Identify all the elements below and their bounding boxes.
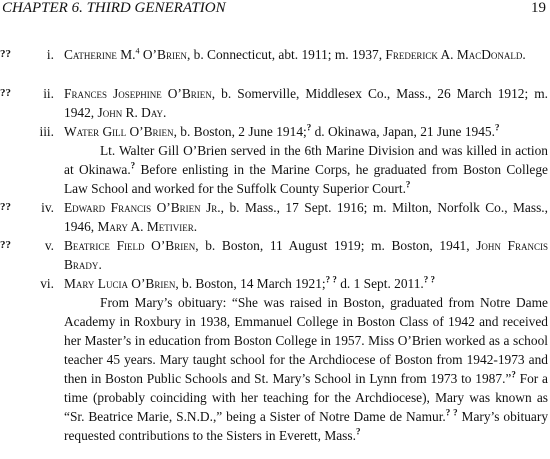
entry-numeral: v. [44,238,54,253]
entry-end: . [522,47,526,62]
child-entry-v [0,236,550,274]
source-note-mark: ? ? [423,274,436,285]
person-surname: O’Brien [139,47,187,62]
entry-details: , b. Somerville, Middlesex Co., Mass., 26 March 1912; m. 1942, [64,86,548,120]
chapter-title: CHAPTER 6. THIRD GENERATION [2,0,226,16]
biography-paragraph [64,141,548,198]
running-header [2,0,546,18]
entry-marker: ?? [0,239,11,251]
spouse-name: Frederick A. MacDonald [385,47,523,62]
generation-superscript: 4 [135,46,140,56]
child-entry-iii [0,122,550,198]
person-name: Catherine M. [64,47,136,62]
spouse-name: Mary A. Metivier [97,219,194,234]
death-details: d. 1 Sept. 2011. [336,276,424,291]
bio-text: Before enlisting in the Marine Corps, he graduated from Boston College Law School and worked for the Suffolk County Superior Court. [64,162,549,196]
biography-paragraph [64,293,548,445]
entry-marker: ?? [0,48,11,60]
birth-details: , b. Boston, 2 June 1914; [173,124,307,139]
spouse-name: John R. Day [97,105,164,120]
entry-numeral: i. [46,47,54,62]
source-note-mark: ? ? [325,274,337,285]
page-number: 19 [531,0,546,16]
entry-numeral: ii. [43,86,54,101]
source-note-mark: ? [355,426,361,437]
spouse-name: John Francis Brady [64,238,549,272]
source-note-mark: ? [306,122,312,133]
source-note-mark: ? ? [445,407,458,418]
person-name: Frances Josephine O’Brien [64,86,212,101]
source-note-mark: ? [494,122,500,133]
entry-marker: ?? [0,87,11,99]
entry-numeral: iii. [39,124,54,139]
person-name: Mary Lucia O’Brien [64,276,176,291]
entry-details: , b. Mass., 17 Sept. 1916; m. Milton, Norfolk Co., Mass., 1946, [64,200,548,234]
source-note-mark: ? [511,369,516,380]
entry-end: . [98,257,102,272]
bio-text: For a time (probably coinciding with her teaching for the Archdiocese), Mary was known as “Sr. Beatrice Marie, S.N.D.,” being a Sister of Notre Dame de Namur. [64,371,548,424]
person-name: Beatrice Field O’Brien [64,238,196,253]
entry-details: , b. Connecticut, abt. 1911; m. 1937, [186,47,386,62]
entry-text [64,198,548,236]
child-entry-vi [0,274,550,459]
entry-marker: ?? [0,201,11,213]
entry-text [64,84,548,122]
entry-numeral: iv. [41,200,54,215]
person-name: Edward Francis O’Brien Jr. [64,200,221,215]
entry-end: . [193,219,198,234]
source-note-mark: ? [130,160,136,171]
child-entry-ii [0,84,550,122]
child-entry-i [0,45,550,83]
person-name: Water Gill O’Brien [64,124,174,139]
bio-text: From Mary’s obituary: “She was raised in Boston, graduated from Notre Dame Academy in Roxbury in 1938, Emmanuel College in Boston Class of 1942 and received her Master’s in education from Boston College in 1957. Miss O’Brien worked as a school teacher 45 years. Mary taught school for the Archdiocese of Boston from 1942-1973 and then in Boston Public Schools and St. Mary’s School in Lynn from 1973 to 1987.” [64,295,548,386]
entry-details: , b. Boston, 11 August 1919; m. Boston, 1941, [195,238,477,253]
entry-end: . [163,105,167,120]
source-note-mark: ? [405,179,411,190]
death-details: d. Okinawa, Japan, 21 June 1945. [311,124,495,139]
entry-text [64,274,548,445]
entry-numeral: vi. [40,276,54,291]
child-entry-iv [0,198,550,236]
bio-text: Lt. Walter Gill O’Brien served in the 6th Marine Division and was killed in action at Okinawa. [64,143,548,177]
bio-text: Mary’s obituary requested contributions to the Sisters in Everett, Mass. [64,409,549,443]
birth-details: , b. Boston, 14 March 1921; [175,276,326,291]
entry-text [64,45,548,64]
entry-text [64,122,548,198]
entry-text [64,236,548,274]
